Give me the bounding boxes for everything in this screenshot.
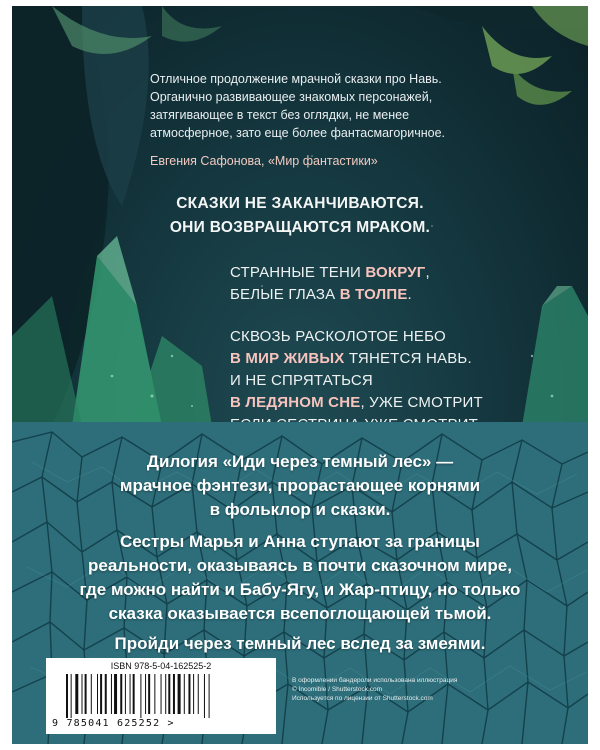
illustration-credits xyxy=(292,676,542,703)
blurb-dilogy xyxy=(12,450,588,522)
barcode-label xyxy=(46,658,276,734)
credit-line: © Incomible / Shutterstock.com xyxy=(292,686,383,693)
poem-text: ТЯНЕТСЯ НАВЬ. xyxy=(344,350,472,367)
barcode-stripe xyxy=(178,674,181,714)
barcode-stripe xyxy=(188,674,190,714)
poem-highlight: В МИР ЖИВЫХ xyxy=(230,350,345,367)
barcode-stripe xyxy=(140,674,141,718)
barcode-stripe xyxy=(145,674,146,714)
barcode-stripe xyxy=(173,674,175,714)
barcode-stripe xyxy=(168,674,170,714)
barcode-stripe xyxy=(100,674,102,714)
barcode-stripe xyxy=(120,674,122,714)
poem-line xyxy=(230,348,483,370)
poem-text: , xyxy=(425,264,430,281)
barcode-stripe xyxy=(184,674,185,714)
blurb-call: Пройди через темный лес вслед за змеями. xyxy=(114,634,486,653)
barcode-stripe xyxy=(75,674,78,714)
barcode-stripe xyxy=(125,674,126,714)
tagline-line: ОНИ ВОЗВРАЩАЮТСЯ МРАКОМ. xyxy=(169,219,431,236)
poem-highlight: ВОКРУГ xyxy=(365,264,426,281)
blurb-line: мрачное фэнтези, прорастающее корнями xyxy=(119,476,481,495)
blurb-line: Дилогия «Иди через темный лес» — xyxy=(146,452,454,471)
barcode-stripe xyxy=(91,674,92,714)
review-line: атмосферное, зато еще более фантасмагоричное. xyxy=(150,126,446,140)
tagline xyxy=(12,192,588,240)
review-line: Отличное продолжение мрачной сказки про Навь. xyxy=(150,72,442,86)
poem-line xyxy=(230,284,483,306)
poem-line: И НЕ СПРЯТАТЬСЯ xyxy=(230,372,373,389)
credit-line: В оформлении бандероли использована иллюстрация xyxy=(292,677,458,684)
isbn-text: ISBN 978-5-04-162525-2 xyxy=(110,661,212,671)
poem-highlight: В ЛЕДЯНОМ СНЕ xyxy=(230,394,361,411)
poem-text: . xyxy=(407,286,412,303)
barcode-stripe xyxy=(165,674,166,714)
review-author: Евгения Сафонова, «Мир фантастики» xyxy=(150,154,378,168)
barcode-stripe xyxy=(66,674,68,718)
poem-text: БЕЛЫЕ ГЛАЗА xyxy=(230,286,340,303)
barcode-stripe xyxy=(105,674,107,714)
poem-text: , УЖЕ СМОТРИТ xyxy=(360,394,483,411)
barcode-stripe xyxy=(114,674,117,714)
poem-line xyxy=(230,392,483,414)
poem-line xyxy=(230,262,483,284)
barcode-stripe xyxy=(193,674,194,714)
cover-band xyxy=(12,422,588,744)
barcode-stripe xyxy=(154,674,155,714)
barcode-stripe xyxy=(209,674,210,718)
barcode-stripe xyxy=(204,674,205,718)
review-line: Органично развивающее знакомых персонажей, xyxy=(150,90,433,104)
blurb-line: Сестры Марья и Анна ступают за границы xyxy=(120,532,480,551)
poem-highlight: В ТОЛПЕ xyxy=(339,286,408,303)
barcode xyxy=(66,674,256,718)
blurb-line: где можно найти и Бабу-Ягу, и Жар-птицу, но только xyxy=(79,580,521,599)
book-back-cover xyxy=(12,6,588,744)
barcode-stripe xyxy=(82,674,83,714)
barcode-stripe xyxy=(85,674,87,714)
tagline-line: СКАЗКИ НЕ ЗАКАНЧИВАЮТСЯ. xyxy=(176,195,424,212)
poem-text: СТРАННЫЕ ТЕНИ xyxy=(230,264,366,281)
blurb-line: в фольклор и сказки. xyxy=(209,500,391,519)
credit-line: Используется по лицензии от Shutterstock.com xyxy=(292,695,433,702)
barcode-stripe xyxy=(130,674,131,714)
barcode-stripe xyxy=(133,674,135,714)
barcode-stripe xyxy=(111,674,112,714)
barcode-stripe xyxy=(148,674,150,714)
barcode-stripe xyxy=(198,674,199,714)
barcode-stripe xyxy=(161,674,162,714)
review-line: затягивающее в текст без оглядки, не менее xyxy=(150,108,410,122)
poem-line: СКВОЗЬ РАСКОЛОТОЕ НЕБО xyxy=(230,328,446,345)
barcode-stripe xyxy=(71,674,72,718)
blurb-sisters xyxy=(12,530,588,626)
review-quote xyxy=(150,70,450,170)
blurb-line: сказка оказывается всепоглощающей тьмой. xyxy=(108,604,492,623)
barcode-digits: 9 785041 625252 > xyxy=(52,718,175,729)
blurb-line: реальности, оказываясь в почти сказочном мире, xyxy=(88,556,512,575)
barcode-stripe xyxy=(97,674,98,714)
